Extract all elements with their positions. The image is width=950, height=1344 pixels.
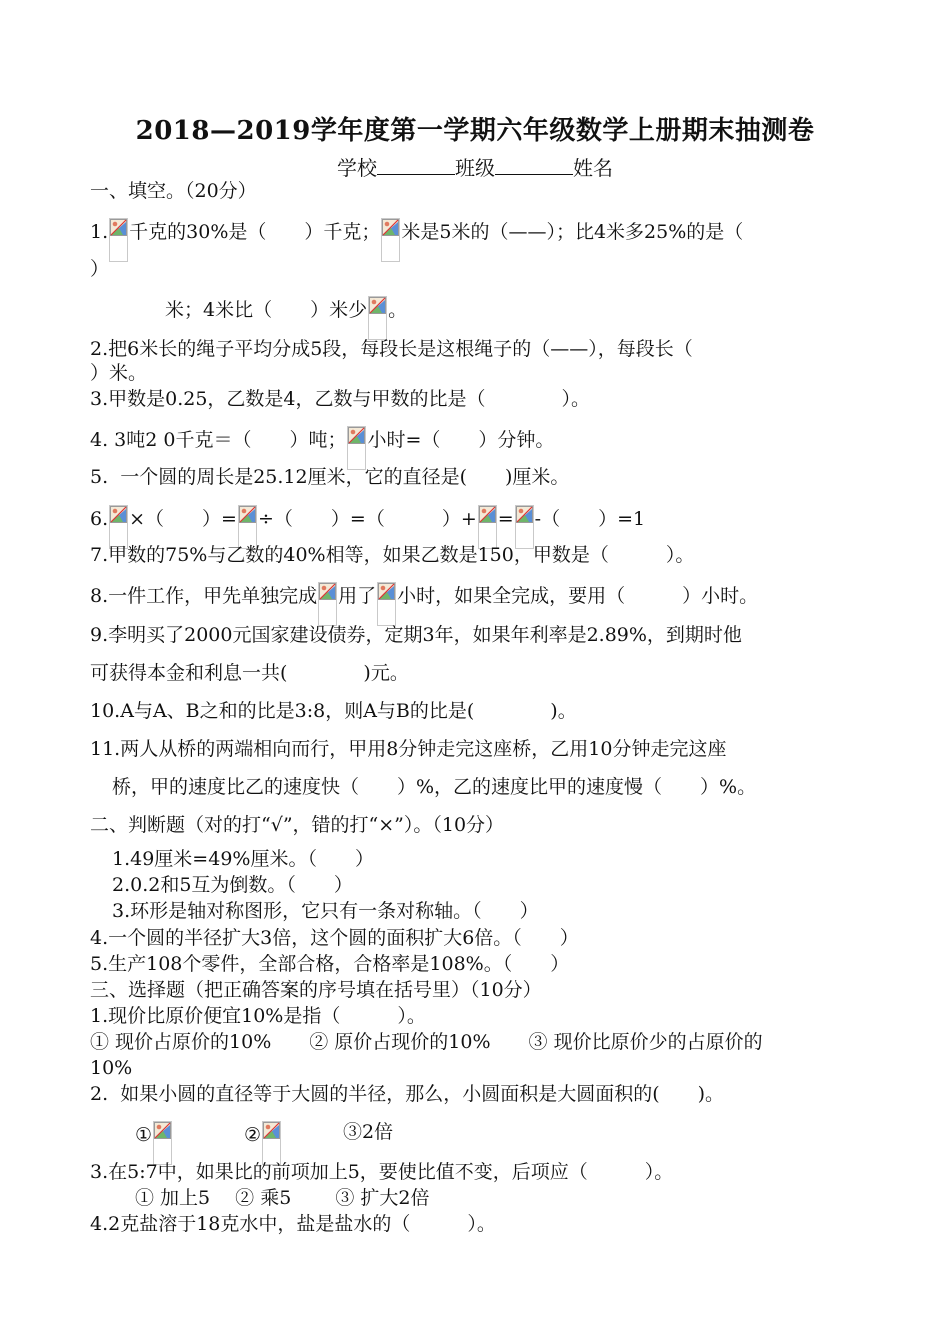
choice-2-option-1: [135, 1121, 173, 1165]
school-blank[interactable]: [377, 156, 455, 175]
q-text: 米是5米的（——）；比4米多25%的是（: [401, 221, 744, 243]
question-1-line-1: [90, 218, 743, 262]
exam-title: 2018—2019学年度第一学期六年级数学上册期末抽测卷: [135, 116, 815, 146]
q-text: 1.: [90, 221, 109, 243]
question-8: [90, 582, 758, 626]
question-7: 7.甲数的75%与乙数的40%相等，如果乙数是150，甲数是（ ）。: [90, 544, 695, 566]
broken-image-icon: [262, 1121, 281, 1165]
q-text: 8.一件工作，甲先单独完成: [90, 585, 318, 607]
question-2-line-2: ）米。: [90, 362, 148, 384]
name-label: 姓名: [573, 156, 613, 180]
judge-4: 4.一个圆的半径扩大3倍，这个圆的面积扩大6倍。（ ）: [90, 927, 579, 949]
broken-image-icon: [347, 426, 366, 470]
q-text: ②: [244, 1124, 262, 1146]
choice-1: 1.现价比原价便宜10%是指（ ）。: [90, 1005, 426, 1027]
broken-image-icon: [381, 218, 400, 262]
q-text: 米；4米比（ ）米少: [165, 299, 368, 321]
q-text: -（ ）=1: [534, 508, 646, 530]
q-text: 6.: [90, 508, 109, 530]
q-text: 千克的30%是（ ）千克；: [129, 221, 381, 243]
q-text: 小时，如果全完成，要用（ ）小时。: [397, 585, 759, 607]
choice-2-option-3: ③2倍: [343, 1121, 394, 1143]
broken-image-icon: [368, 296, 387, 340]
question-11-line-2: 桥，甲的速度比乙的速度快（ ）%，乙的速度比甲的速度慢（ ）%。: [112, 776, 757, 798]
q-text: 4. 3吨2 0千克＝（ ）吨；: [90, 429, 347, 451]
question-9-line-1: 9.李明买了2000元国家建设债券，定期3年，如果年利率是2.89%，到期时他: [90, 624, 742, 646]
judge-2: 2.0.2和5互为倒数。（ ）: [112, 874, 353, 896]
choice-1-options: ① 现价占原价的10% ② 原价占现价的10% ③ 现价比原价少的占原价的: [90, 1031, 763, 1053]
header-fields: [0, 152, 950, 181]
question-9-line-2: 可获得本金和利息一共( )元。: [90, 662, 409, 684]
choice-2: 2. 如果小圆的直径等于大圆的半径，那么，小圆面积是大圆面积的( )。: [90, 1083, 725, 1105]
broken-image-icon: [515, 505, 534, 549]
class-blank[interactable]: [495, 156, 573, 175]
q-text: ①: [135, 1124, 153, 1146]
broken-image-icon: [109, 505, 128, 549]
judge-5: 5.生产108个零件，全部合格，合格率是108%。（ ）: [90, 953, 570, 975]
q-text: 用了: [338, 585, 377, 607]
broken-image-icon: [238, 505, 257, 549]
class-label: 班级: [455, 156, 495, 180]
q-text: =: [497, 508, 514, 530]
choice-3: 3.在5:7中，如果比的前项加上5，要使比值不变，后项应（ ）。: [90, 1161, 674, 1183]
question-10: 10.A与A、B之和的比是3:8，则A与B的比是( )。: [90, 700, 577, 722]
question-5: 5. 一个圆的周长是25.12厘米，它的直径是( )厘米。: [90, 466, 570, 488]
broken-image-icon: [318, 582, 337, 626]
question-1-line-3: [165, 296, 407, 340]
section-3-heading: 三、选择题（把正确答案的序号填在括号里）（10分）: [90, 979, 542, 1001]
choice-4: 4.2克盐溶于18克水中，盐是盐水的（ ）。: [90, 1213, 496, 1235]
school-label: 学校: [337, 156, 377, 180]
q-text: ÷（ ）=（ ）+: [257, 508, 477, 530]
broken-image-icon: [377, 582, 396, 626]
section-2-heading: 二、判断题（对的打“√”，错的打“×”）。（10分）: [90, 814, 505, 836]
broken-image-icon: [153, 1121, 172, 1165]
section-1-heading: 一、填空。（20分）: [90, 180, 257, 202]
q-text: 小时=（ ）分钟。: [367, 429, 555, 451]
question-2-line-1: 2.把6米长的绳子平均分成5段，每段长是这根绳子的（——），每段长（: [90, 338, 693, 360]
choice-1-options-tail: 10%: [90, 1057, 133, 1079]
choice-3-options: ① 加上5 ② 乘5 ③ 扩大2倍: [135, 1187, 430, 1209]
judge-3: 3.环形是轴对称图形，它只有一条对称轴。（ ）: [112, 900, 539, 922]
broken-image-icon: [478, 505, 497, 549]
question-1-line-2: ）: [90, 258, 110, 280]
question-3: 3.甲数是0.25，乙数是4，乙数与甲数的比是（ ）。: [90, 388, 591, 410]
choice-2-option-2: [244, 1121, 282, 1165]
question-11-line-1: 11.两人从桥的两端相向而行，甲用8分钟走完这座桥，乙用10分钟走完这座: [90, 738, 727, 760]
question-4: [90, 426, 554, 470]
q-text: ×（ ）=: [129, 508, 237, 530]
q-text: 。: [388, 299, 408, 321]
judge-1: 1.49厘米=49%厘米。（ ）: [112, 848, 374, 870]
question-6: [90, 505, 645, 549]
broken-image-icon: [109, 218, 128, 262]
